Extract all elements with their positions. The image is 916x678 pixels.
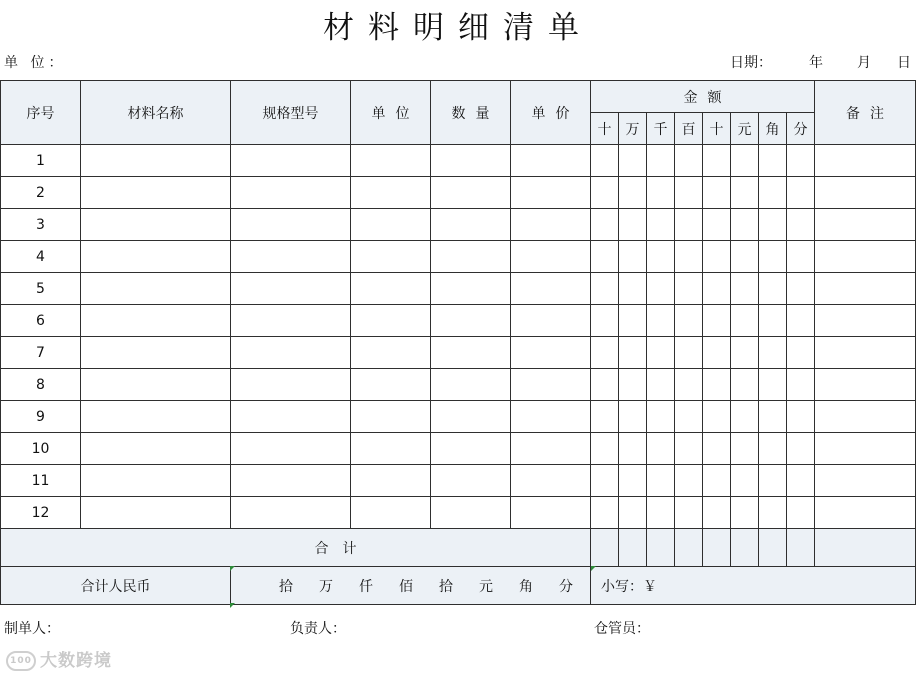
table-cell[interactable] [731,401,759,433]
table-cell[interactable] [431,273,511,305]
col-header-name: 材料名称 [81,81,231,145]
table-cell[interactable] [591,337,619,369]
table-cell[interactable] [619,433,647,465]
table-cell[interactable] [675,465,703,497]
year-label: 年 [809,55,823,71]
table-row [1,465,916,497]
table-cell[interactable] [703,497,731,529]
day-label: 日 [897,55,911,71]
table-cell[interactable] [815,497,916,529]
table-cell[interactable] [81,337,231,369]
cell-marker [230,603,235,608]
table-cell[interactable] [815,369,916,401]
table-cell[interactable] [511,145,591,177]
table-cell[interactable] [591,369,619,401]
table-row [1,337,916,369]
table-cell[interactable] [81,177,231,209]
table-cell[interactable] [231,497,351,529]
table-cell[interactable] [619,145,647,177]
table-cell[interactable] [703,209,731,241]
total-amount-cell[interactable] [591,529,619,567]
table-cell[interactable] [647,273,675,305]
table-row [1,273,916,305]
table-cell[interactable] [703,465,731,497]
table-cell[interactable] [647,433,675,465]
table-cell[interactable] [759,209,787,241]
table-row [1,369,916,401]
table-cell[interactable] [511,497,591,529]
row-seq: 1 [1,145,81,177]
table-cell[interactable] [231,401,351,433]
table-cell[interactable] [619,241,647,273]
table-cell[interactable] [231,241,351,273]
table-cell[interactable] [675,145,703,177]
table-cell[interactable] [619,305,647,337]
table-cell[interactable] [431,305,511,337]
table-cell[interactable] [81,273,231,305]
table-cell[interactable] [591,401,619,433]
col-header-amount: 金额 [591,81,815,113]
table-cell[interactable] [619,273,647,305]
table-cell[interactable] [759,369,787,401]
table-cell[interactable] [815,305,916,337]
table-cell[interactable] [511,273,591,305]
table-cell[interactable] [231,273,351,305]
table-cell[interactable] [759,337,787,369]
table-cell[interactable] [759,305,787,337]
total-amount-cell[interactable] [815,529,916,567]
amount-digit-header: 百 [675,113,703,145]
table-cell[interactable] [511,401,591,433]
table-cell[interactable] [703,241,731,273]
total-label: 合 计 [1,529,591,567]
table-cell[interactable] [351,401,431,433]
table-cell[interactable] [759,401,787,433]
rmb-unit-label: 元 [479,578,493,595]
table-cell[interactable] [431,369,511,401]
amount-digit-header: 分 [787,113,815,145]
table-cell[interactable] [675,369,703,401]
amount-digit-header: 千 [647,113,675,145]
table-cell[interactable] [815,433,916,465]
col-header-remark: 备注 [815,81,916,145]
row-seq: 3 [1,209,81,241]
table-cell[interactable] [81,145,231,177]
header-row-1 [1,81,916,113]
table-cell[interactable] [431,497,511,529]
table-cell[interactable] [759,273,787,305]
rmb-unit-label: 仟 [359,578,373,595]
table-cell[interactable] [703,401,731,433]
table-cell[interactable] [815,465,916,497]
xiaoxie-label: 小写：￥ [601,578,657,595]
col-header-unit: 单位 [351,81,431,145]
table-cell[interactable] [675,241,703,273]
table-cell[interactable] [675,433,703,465]
amount-digit-header: 十 [703,113,731,145]
table-cell[interactable] [81,465,231,497]
table-cell[interactable] [351,177,431,209]
table-cell[interactable] [231,209,351,241]
table-cell[interactable] [647,145,675,177]
table-cell[interactable] [619,369,647,401]
table-row [1,177,916,209]
table-cell[interactable] [731,305,759,337]
table-row [1,209,916,241]
table-cell[interactable] [619,209,647,241]
table-cell[interactable] [703,337,731,369]
table-cell[interactable] [787,209,815,241]
table-cell[interactable] [591,273,619,305]
table-cell[interactable] [675,337,703,369]
amount-digit-header: 元 [731,113,759,145]
watermark-logo-icon: 100 [6,651,36,671]
table-cell[interactable] [815,273,916,305]
table-cell[interactable] [675,305,703,337]
watermark-text: 大数跨境 [40,651,112,671]
table-cell[interactable] [619,177,647,209]
table-cell[interactable] [647,497,675,529]
table-row [1,145,916,177]
table-cell[interactable] [591,465,619,497]
row-seq: 5 [1,273,81,305]
table-cell[interactable] [815,401,916,433]
table-cell[interactable] [647,209,675,241]
table-cell[interactable] [511,305,591,337]
table-cell[interactable] [759,145,787,177]
table-cell[interactable] [703,433,731,465]
rmb-units-cell[interactable] [231,567,591,605]
table-cell[interactable] [731,273,759,305]
table-cell[interactable] [431,433,511,465]
rmb-unit-label: 拾 [439,578,453,595]
table-body [1,145,916,529]
table-cell[interactable] [231,305,351,337]
table-cell[interactable] [675,177,703,209]
table-row [1,497,916,529]
cell-marker [591,566,596,571]
table-cell[interactable] [703,273,731,305]
table-cell[interactable] [351,273,431,305]
table-cell[interactable] [647,337,675,369]
table-cell[interactable] [351,465,431,497]
amount-digit-header: 角 [759,113,787,145]
col-header-qty: 数量 [431,81,511,145]
table-cell[interactable] [81,241,231,273]
row-seq: 2 [1,177,81,209]
table-cell[interactable] [815,241,916,273]
table-cell[interactable] [815,337,916,369]
table-cell[interactable] [511,337,591,369]
table-cell[interactable] [351,369,431,401]
table-cell[interactable] [591,305,619,337]
table-cell[interactable] [731,209,759,241]
table-cell[interactable] [675,273,703,305]
row-seq: 6 [1,305,81,337]
table-cell[interactable] [351,209,431,241]
rmb-unit-label: 拾 [279,578,293,595]
manager-label: 负责人： [290,621,346,637]
table-cell[interactable] [431,401,511,433]
table-cell[interactable] [511,241,591,273]
table-row [1,433,916,465]
table-cell[interactable] [81,369,231,401]
rmb-total-label: 合计人民币 [1,567,231,605]
table-cell[interactable] [759,433,787,465]
rmb-unit-label: 万 [319,578,333,595]
table-cell[interactable] [703,369,731,401]
table-cell[interactable] [703,145,731,177]
table-cell[interactable] [231,433,351,465]
table-cell[interactable] [511,433,591,465]
rmb-unit-label: 佰 [399,578,413,595]
table-cell[interactable] [787,465,815,497]
table-cell[interactable] [787,241,815,273]
table-cell[interactable] [431,209,511,241]
table-cell[interactable] [675,209,703,241]
table-cell[interactable] [351,337,431,369]
table-cell[interactable] [787,401,815,433]
table-cell[interactable] [787,337,815,369]
table-cell[interactable] [759,241,787,273]
table-cell[interactable] [647,241,675,273]
table-cell[interactable] [647,305,675,337]
table-cell[interactable] [351,305,431,337]
table-cell[interactable] [591,241,619,273]
table-cell[interactable] [647,369,675,401]
xiaoxie-cell[interactable] [591,567,916,605]
total-amount-cell[interactable] [731,529,759,567]
table-cell[interactable] [675,401,703,433]
table-cell[interactable] [675,497,703,529]
table-cell[interactable] [351,497,431,529]
row-seq: 9 [1,401,81,433]
table-cell[interactable] [431,145,511,177]
table-cell[interactable] [511,209,591,241]
row-seq: 7 [1,337,81,369]
table-cell[interactable] [81,433,231,465]
table-cell[interactable] [787,497,815,529]
unit-field-label: 单 位： [4,55,67,71]
keeper-label: 仓管员： [594,621,650,637]
table-cell[interactable] [731,145,759,177]
col-header-spec: 规格型号 [231,81,351,145]
document-title: 材料明细清单 [323,10,593,46]
col-header-price: 单价 [511,81,591,145]
table-cell[interactable] [511,177,591,209]
table-cell[interactable] [511,369,591,401]
table-cell[interactable] [731,433,759,465]
table-row [1,305,916,337]
table-cell[interactable] [231,465,351,497]
total-amount-cell[interactable] [759,529,787,567]
table-cell[interactable] [591,209,619,241]
table-cell[interactable] [731,241,759,273]
table-cell[interactable] [591,145,619,177]
table-cell[interactable] [647,401,675,433]
table-cell[interactable] [81,305,231,337]
total-row [1,529,916,567]
table-cell[interactable] [231,177,351,209]
rmb-total-row [1,567,916,605]
table-cell[interactable] [787,145,815,177]
watermark [6,646,112,671]
table-cell[interactable] [231,145,351,177]
maker-label: 制单人： [4,621,60,637]
table-cell[interactable] [647,177,675,209]
amount-digit-header: 十 [591,113,619,145]
month-label: 月 [857,55,871,71]
cell-marker [230,566,235,571]
table-cell[interactable] [759,177,787,209]
table-cell[interactable] [431,337,511,369]
table-cell[interactable] [731,497,759,529]
table-cell[interactable] [351,145,431,177]
table-cell[interactable] [703,305,731,337]
table-cell[interactable] [731,465,759,497]
total-amount-cell[interactable] [647,529,675,567]
rmb-unit-label: 分 [559,578,573,595]
total-amount-cell[interactable] [675,529,703,567]
table-cell[interactable] [815,209,916,241]
table-cell[interactable] [591,433,619,465]
table-cell[interactable] [431,465,511,497]
amount-digit-header: 万 [619,113,647,145]
table-cell[interactable] [619,465,647,497]
table-cell[interactable] [431,177,511,209]
rmb-unit-label: 角 [519,578,533,595]
table-cell[interactable] [81,401,231,433]
table-cell[interactable] [351,433,431,465]
table-cell[interactable] [231,337,351,369]
table-cell[interactable] [787,305,815,337]
total-amount-cell[interactable] [619,529,647,567]
table-cell[interactable] [759,465,787,497]
table-cell[interactable] [619,497,647,529]
row-seq: 4 [1,241,81,273]
table-cell[interactable] [787,369,815,401]
table-cell[interactable] [731,337,759,369]
row-seq: 10 [1,433,81,465]
table-cell[interactable] [231,369,351,401]
table-cell[interactable] [787,273,815,305]
row-seq: 11 [1,465,81,497]
row-seq: 8 [1,369,81,401]
table-cell[interactable] [787,433,815,465]
table-cell[interactable] [81,497,231,529]
table-cell[interactable] [619,401,647,433]
table-cell[interactable] [619,337,647,369]
table-cell[interactable] [591,177,619,209]
table-cell[interactable] [731,177,759,209]
table-cell[interactable] [511,465,591,497]
table-cell[interactable] [647,465,675,497]
total-amount-cell[interactable] [703,529,731,567]
total-amount-cell[interactable] [787,529,815,567]
table-cell[interactable] [81,209,231,241]
table-cell[interactable] [787,177,815,209]
table-cell[interactable] [759,497,787,529]
table-cell[interactable] [815,145,916,177]
col-header-seq: 序号 [1,81,81,145]
table-cell[interactable] [431,241,511,273]
table-cell[interactable] [815,177,916,209]
table-row [1,401,916,433]
date-label: 日期： [730,55,772,71]
table-row [1,241,916,273]
table-cell[interactable] [731,369,759,401]
table-cell[interactable] [351,241,431,273]
materials-table [0,80,916,605]
table-cell[interactable] [591,497,619,529]
row-seq: 12 [1,497,81,529]
table-cell[interactable] [703,177,731,209]
